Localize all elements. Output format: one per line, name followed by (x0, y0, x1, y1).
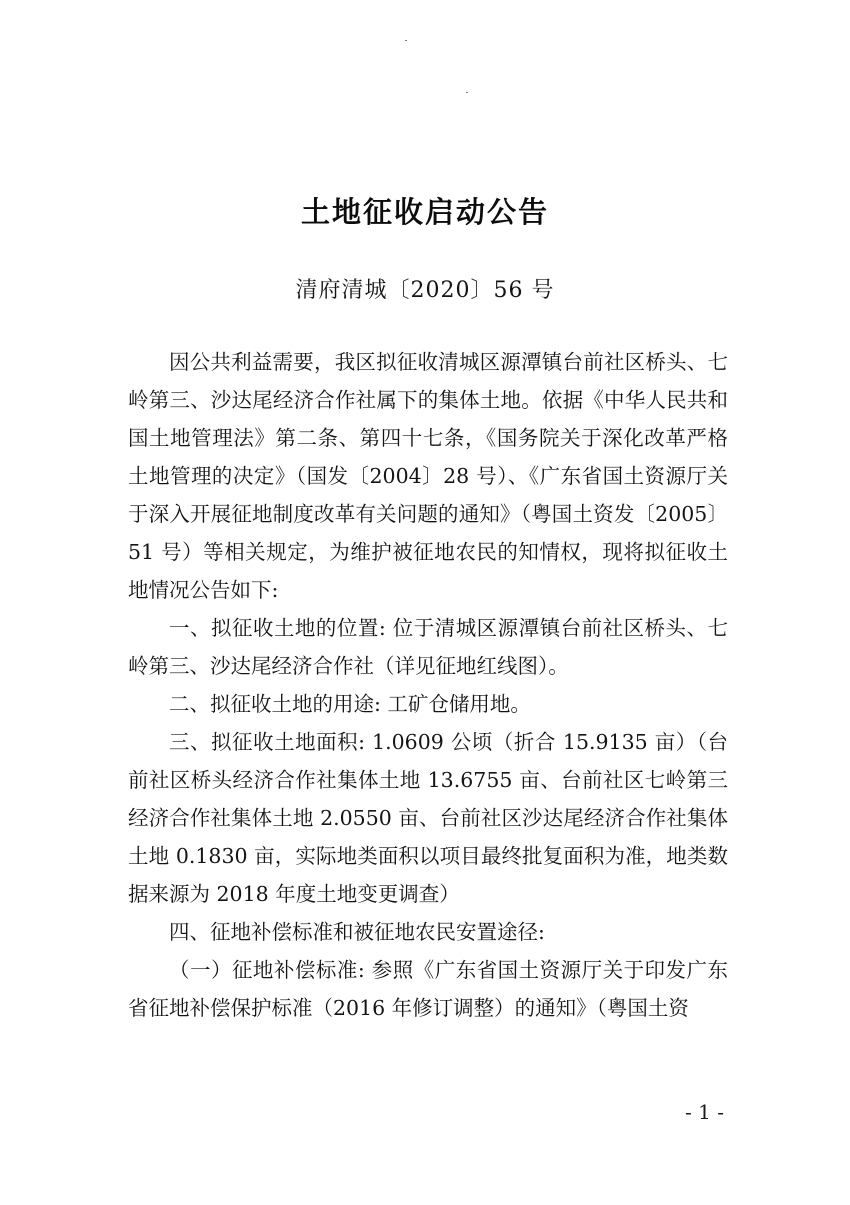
paragraph-location: 一、拟征收土地的位置: 位于清城区源潭镇台前社区桥头、七岭第三、沙达尾经济合作社（详见征地红线图）。 (128, 616, 728, 678)
page-number: - 1 - (685, 1100, 724, 1124)
paragraph-area: 三、拟征收土地面积: 1.0609 公顷（折合 15.9135 亩）（台前社区桥头经济合作社集体土地 13.6755 亩、台前社区七岭第三经济合作社集体土地 2.0550 亩、台前社区沙达尾经济合作社集体土地 0.1830 亩，实际地类面积以项目最终批复面积为准，地类数据来源为 2018 年度土地变更调查） (128, 730, 728, 906)
document-title: 土地征收启动公告 (300, 195, 549, 229)
document-body (128, 343, 728, 1027)
paragraph-compensation-heading: 四、征地补偿标准和被征地农民安置途径: (169, 920, 545, 944)
scan-speck (405, 40, 407, 41)
paragraph-intro: 因公共利益需要，我区拟征收清城区源潭镇台前社区桥头、七岭第三、沙达尾经济合作社属下的集体土地。依据《中华人民共和国土地管理法》第二条、第四十七条，《国务院关于深化改革严格土地管理的决定》（国发〔2004〕28 号）、《广东省国土资源厅关于深入开展征地制度改革有关问题的通知》（粤国土资发〔2005〕51 号）等相关规定，为维护被征地农民的知情权，现将拟征收土地情况公告如下: (128, 350, 728, 602)
paragraph-compensation-standard: （一）征地补偿标准: 参照《广东省国土资源厅关于印发广东省征地补偿保护标准（2016 年修订调整）的通知》（粤国土资 (128, 958, 728, 1020)
scan-speck (466, 92, 468, 93)
document-number: 清府清城〔2020〕56 号 (295, 278, 555, 303)
paragraph-usage: 二、拟征收土地的用途: 工矿仓储用地。 (169, 692, 531, 716)
